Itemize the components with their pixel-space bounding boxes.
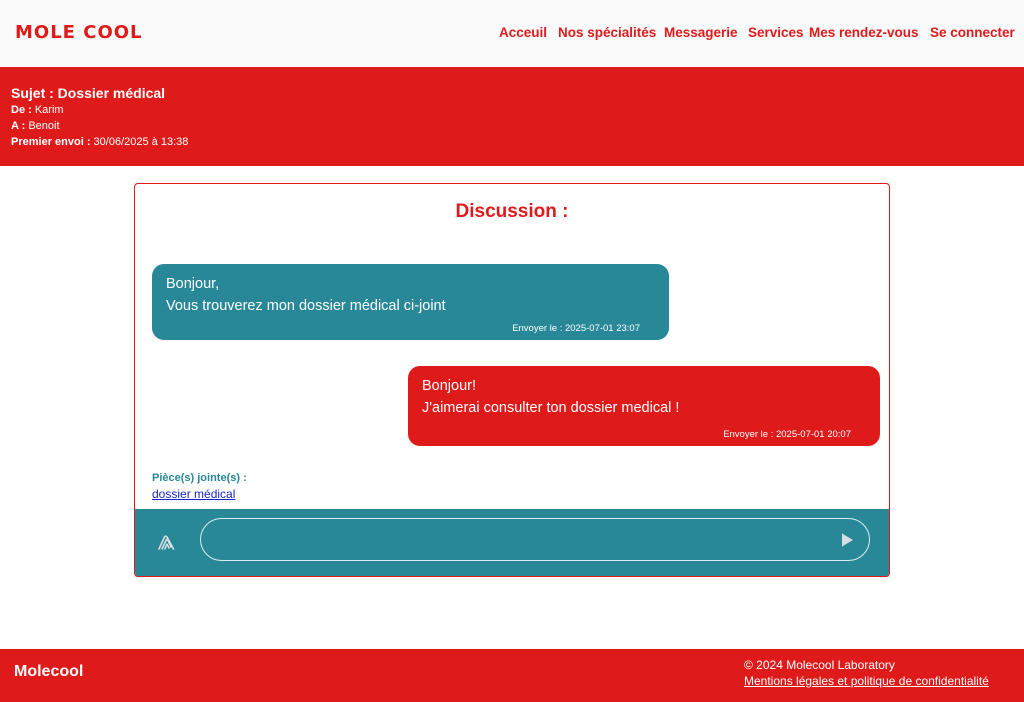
nav-specialties[interactable]: Nos spécialités bbox=[558, 25, 657, 40]
message-input[interactable] bbox=[200, 518, 870, 561]
message-line: Bonjour, bbox=[166, 276, 220, 292]
attachments-label: Pièce(s) jointe(s) : bbox=[152, 472, 247, 484]
to-value: Benoit bbox=[28, 120, 60, 132]
logo[interactable] bbox=[15, 20, 143, 44]
top-navbar bbox=[0, 0, 1024, 67]
from-label: De : bbox=[11, 104, 32, 116]
nav-home[interactable]: Acceuil bbox=[499, 25, 548, 40]
subject-value: Dossier médical bbox=[57, 85, 166, 101]
message-bubble-received bbox=[152, 264, 669, 340]
discussion-title: Discussion : bbox=[455, 201, 569, 222]
nav-login[interactable]: Se connecter bbox=[930, 25, 1015, 40]
send-icon[interactable] bbox=[839, 532, 855, 548]
first-sent-label: Premier envoi : bbox=[11, 136, 91, 148]
message-bubble-sent bbox=[408, 366, 880, 446]
first-sent-value: 30/06/2025 à 13:38 bbox=[93, 136, 189, 148]
paperclip-icon[interactable] bbox=[155, 531, 179, 555]
copyright: © 2024 Molecool Laboratory bbox=[744, 658, 895, 672]
message-header-banner bbox=[0, 67, 1024, 166]
message-line: J'aimerai consulter ton dossier medical ! bbox=[422, 400, 680, 416]
discussion-card bbox=[134, 183, 890, 577]
message-composer bbox=[135, 509, 890, 577]
footer-brand: Molecool bbox=[14, 663, 84, 680]
first-sent-line bbox=[11, 134, 1013, 150]
subject-line bbox=[11, 84, 1013, 102]
message-timestamp: Envoyer le : 2025-07-01 20:07 bbox=[723, 429, 851, 440]
to-label: A : bbox=[11, 120, 26, 132]
from-value: Karim bbox=[34, 104, 64, 116]
nav-services[interactable]: Services bbox=[748, 25, 804, 40]
legal-link[interactable]: Mentions légales et politique de confidentialité bbox=[744, 674, 989, 688]
footer bbox=[0, 649, 1024, 702]
subject-label: Sujet : bbox=[11, 85, 54, 101]
message-line: Vous trouverez mon dossier médical ci-joint bbox=[166, 298, 446, 314]
attachment-link[interactable]: dossier médical bbox=[152, 487, 236, 501]
to-line bbox=[11, 118, 1013, 134]
nav-messaging[interactable]: Messagerie bbox=[664, 25, 738, 40]
nav-appointments[interactable]: Mes rendez-vous bbox=[809, 25, 919, 40]
message-timestamp: Envoyer le : 2025-07-01 23:07 bbox=[512, 323, 640, 334]
logo-text: MOLE COOL bbox=[15, 21, 143, 43]
from-line bbox=[11, 102, 1013, 118]
message-line: Bonjour! bbox=[422, 378, 477, 394]
